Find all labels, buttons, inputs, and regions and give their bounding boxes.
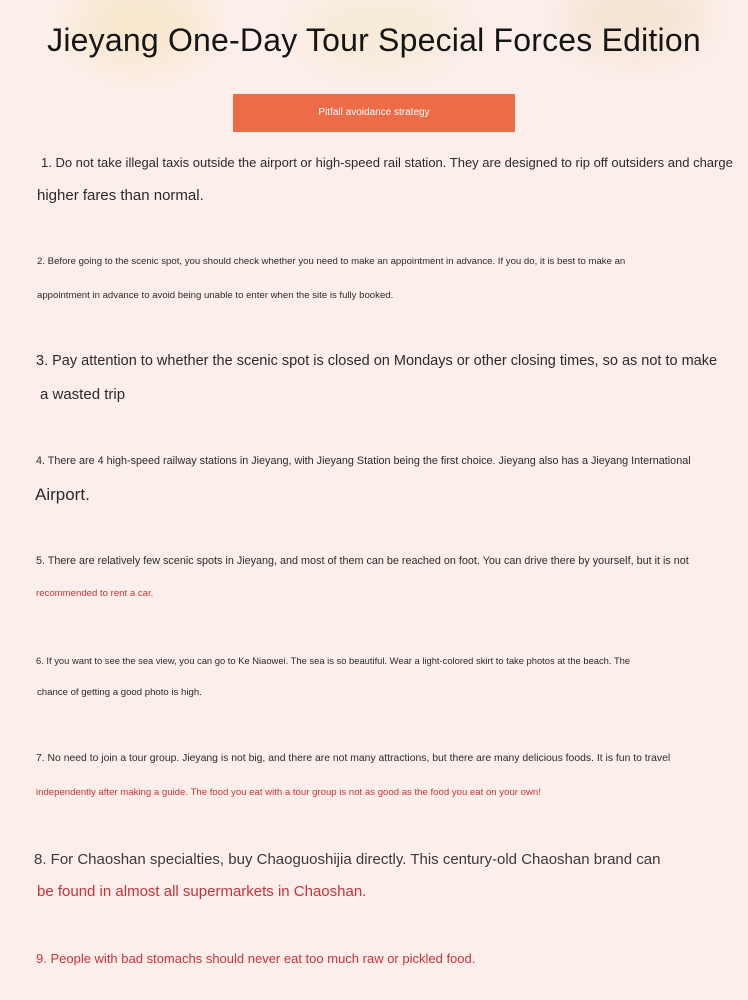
tip-text: a wasted trip [40, 386, 126, 403]
tip-text: 8. For Chaoshan specialties, buy Chaoguoshijia directly. This century-old Chaoshan brand can [34, 851, 661, 868]
tip-text-highlight: 9. People with bad stomachs should never eat too much raw or pickled food. [36, 951, 476, 966]
tip-text: Airport. [35, 485, 90, 504]
tip-text-highlight: be found in almost all supermarkets in Chaoshan. [37, 883, 367, 900]
tip-text: 6. If you want to see the sea view, you can go to Ke Niaowei. The sea is so beautiful. Wear a light-colored skirt to take photos at the beach. The [36, 655, 631, 666]
tip-text: 7. No need to join a tour group. Jieyang is not big, and there are not many attractions, but there are many delicious foods. It is fun to travel [36, 753, 671, 764]
tip-text: chance of getting a good photo is high. [37, 687, 202, 698]
page-title: Jieyang One-Day Tour Special Forces Edition [47, 22, 701, 58]
strategy-banner: Pitfall avoidance strategy [233, 94, 515, 132]
tip-text: 4. There are 4 high-speed railway stations in Jieyang, with Jieyang Station being the first choice. Jieyang also has a Jieyang International [36, 455, 691, 467]
tip-text: 5. There are relatively few scenic spots in Jieyang, and most of them can be reached on foot. You can drive there by yourself, but it is not [36, 555, 689, 567]
tip-text: 3. Pay attention to whether the scenic spot is closed on Mondays or other closing times, so as not to make [36, 353, 718, 369]
tip-text: appointment in advance to avoid being unable to enter when the site is fully booked. [37, 290, 394, 301]
tip-text: 2. Before going to the scenic spot, you should check whether you need to make an appointment in advance. If you do, it is best to make an [37, 256, 626, 267]
tip-text: higher fares than normal. [37, 187, 204, 204]
tip-text-highlight: independently after making a guide. The food you eat with a tour group is not as good as the food you eat on your own! [36, 787, 541, 798]
tip-text: 1. Do not take illegal taxis outside the airport or high-speed rail station. They are designed to rip off outsiders and charge [41, 155, 733, 170]
tip-text-highlight: recommended to rent a car. [36, 588, 154, 599]
